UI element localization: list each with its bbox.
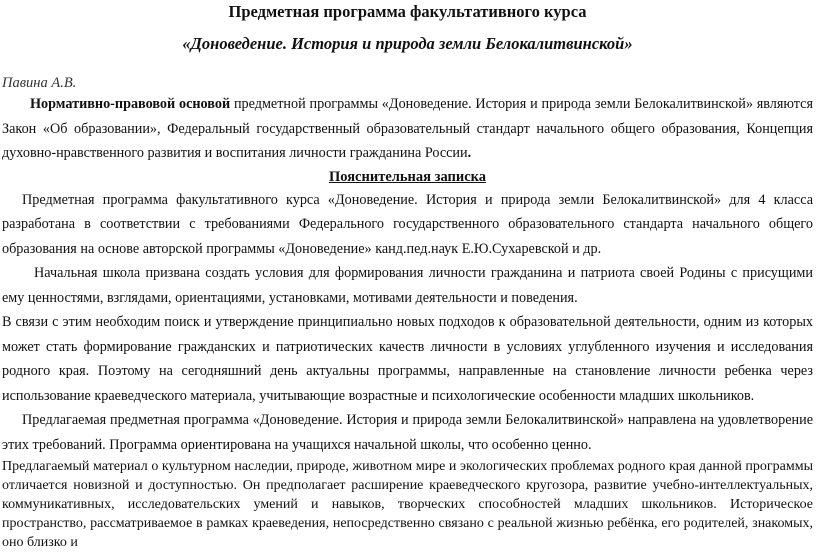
- legal-basis-bold-lead: Нормативно-правовой основой: [30, 96, 231, 112]
- legal-basis-text: предметной программы «Доноведение. История и природа земли Белокалитвинской» являются Закон «Об образовании», Федеральный государственный образовательный стандарт начального общего образования, Концепция духовно-нравственного развития и воспитания личности гражданина России: [2, 96, 813, 161]
- paragraph-program-basis: Предметная программа факультативного курса «Доноведение. История и природа земли Белокалитвинской» для 4 класса разработана в соответствии с требованиями Федерального государственного образовательного стандарта начального общего образования на основе авторской программы «Доноведение» канд.пед.наук Е.Ю.Сухаревской и др.: [2, 191, 813, 257]
- legal-basis-paragraph: [2, 92, 813, 166]
- paragraph-material-novelty: Предлагаемый материал о культурном наследии, природе, животном мире и экологических проблемах родного края данной программы отличается новизной и доступностью. Он предполагает расширение краеведческого кругозора, развитие учебно-интеллектуальных, коммуникативных, исследовательских умений и навыков, творческих способностей младших школьников. Историческое пространство, рассматриваемое в рамках краеведения, непосредственно связано с реальной жизнью ребёнка, его родителей, знакомых, оно близко и: [2, 459, 813, 550]
- document-title-line2: «Доноведение. История и природа земли Белокалитвинской»: [182, 34, 633, 53]
- legal-basis-end: .: [467, 145, 472, 161]
- paragraph-new-approaches: В связи с этим необходим поиск и утверждение принципиально новых подходов к образовательной деятельности, одним из которых может стать формирование гражданских и патриотических качеств личности в условиях углубленного изучения и исследования родного края. Поэтому на сегодняшний день актуальны программы, направленные на становление личности ребенка через использование краеведческого материала, учитывающие возрастные и психологические особенности младших школьников.: [2, 314, 813, 404]
- document-title-line1: Предметная программа факультативного курса: [228, 2, 587, 21]
- paragraph-program-purpose: Предлагаемая предметная программа «Доноведение. История и природа земли Белокалитвинской» направлена на удовлетворение этих требований. Программа ориентирована на учащихся начальной школы, что особенно ценно.: [2, 412, 813, 453]
- author-name: Павина А.В.: [2, 75, 77, 91]
- paragraph-primary-school: Начальная школа призвана создать условия для формирования личности гражданина и патриота своей Родины с присущими ему ценностями, взглядами, ориентациями, установками, мотивами деятельности и поведения.: [2, 265, 813, 306]
- section-heading: Пояснительная записка: [328, 168, 487, 185]
